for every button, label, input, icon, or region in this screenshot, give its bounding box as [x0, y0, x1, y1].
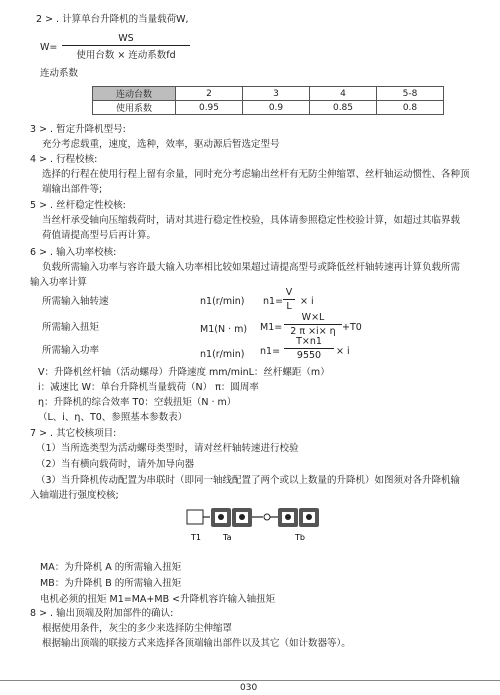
power-formula-denominator: 9550 [296, 350, 322, 361]
section-6-line-1: 负载所需输入功率与容许最大输入功率相比较如果超过请提高型号或降低丝杆轴转速再计算负载所需 [42, 262, 461, 273]
table-header-cell: 使用系数 [93, 101, 176, 115]
page-number: 030 [240, 683, 258, 693]
table-cell: 0.85 [310, 101, 377, 115]
coef-table [92, 86, 444, 115]
power-label: 所需输入功率 [42, 345, 100, 356]
variables-line-3: η：升降机的综合效率 T0：空载扭矩（N · m） [38, 397, 237, 408]
table-cell: 0.95 [176, 101, 243, 115]
footer-divider [0, 680, 500, 681]
section-8-line-1: 根据使用条件，灰尘的多少来选择防尘伸缩罩 [42, 623, 233, 634]
motor-torque-rule: 电机必须的扭矩 M1=MA+MB <升降机容许输入轴扭矩 [40, 594, 276, 605]
mb-definition: MB：为升降机 B 的所需输入扭矩 [40, 578, 182, 589]
variables-line-1: V：升降机丝杆轴（活动螺母）升降速度 mm/minL：丝杆螺距（m） [38, 367, 330, 378]
section-7-item-3a: （3）当升降机传动配置为串联时（即同一轴线配置了两个或以上数量的升降机）如图须对各升降机输 [36, 475, 461, 486]
table-cell: 3 [243, 87, 310, 101]
torque-formula-tail: +T0 [342, 322, 362, 333]
speed-formula-tail: × i [300, 296, 314, 307]
section-5-title: 5 > . 丝杆稳定性校核: [30, 200, 126, 211]
w-formula-lhs: W= [40, 42, 58, 53]
table-cell: 5-8 [377, 87, 444, 101]
torque-label: 所需输入扭矩 [42, 322, 100, 333]
section-4-title: 4 > . 行程校核: [30, 154, 98, 165]
section-6-title: 6 > . 输入功率校核: [30, 247, 117, 258]
speed-formula-lhs: n1= [263, 296, 284, 307]
section-7-item-2: （2）当有横向载荷时，请外加导向器 [36, 459, 195, 470]
ma-definition: MA：为升降机 A 的所需输入扭矩 [40, 562, 182, 573]
series-drive-diagram [185, 504, 335, 548]
w-formula-denominator: 使用台数 × 连动系数fd [76, 50, 176, 61]
table-header-cell: 连动台数 [93, 87, 176, 101]
section-5-line-2: 荷值请提高型号后再计算。 [42, 230, 157, 241]
coupling-icon [252, 514, 278, 520]
diagram-label-t1: T1 [191, 533, 201, 542]
w-formula-numerator: WS [118, 33, 134, 44]
section-4-line-2: 端输出部件等; [42, 184, 103, 195]
speed-formula-numerator: V [285, 287, 293, 298]
diagram-label-tb: Tb [295, 533, 305, 542]
torque-formula-denominator: 2 π ×i× η [290, 326, 336, 337]
section-8-title: 8 > . 输出顶端及附加部件的确认: [30, 608, 174, 619]
speed-formula-fraction [283, 287, 295, 312]
section-5-line-1: 当丝杆承受轴向压缩载荷时，请对其进行稳定性校验，具体请参照稳定性校验计算，如超过其临界载 [42, 215, 461, 226]
speed-unit: n1(r/min) [200, 296, 245, 307]
table-cell: 2 [176, 87, 243, 101]
diagram-label-ta: Ta [223, 533, 232, 542]
power-unit: n1(r/min) [200, 349, 245, 360]
motor-icon [187, 510, 210, 524]
section-6-line-2: 输入功率计算 [30, 277, 88, 288]
section-3-title: 3 > . 暂定升降机型号: [30, 124, 126, 135]
power-formula-fraction [284, 336, 334, 361]
table-cell: 0.9 [243, 101, 310, 115]
torque-formula-fraction [284, 312, 342, 337]
section-7-title: 7 > . 其它校核项目: [30, 428, 117, 439]
power-formula-numerator: T×n1 [296, 336, 322, 347]
coef-label: 连动系数 [40, 68, 79, 79]
table-row [93, 101, 444, 115]
variables-line-4: （L、i、η、T0、参照基本参数表） [38, 412, 188, 423]
speed-label: 所需输入轴转速 [42, 296, 109, 307]
table-cell: 4 [310, 87, 377, 101]
lift-b-icon [278, 508, 319, 527]
table-cell: 0.8 [377, 101, 444, 115]
section-4-line-1: 选择的行程在使用行程上留有余量，同时充分考虑输出丝杆有无防尘伸缩罩、丝杆轴运动惯性、各种顶 [42, 169, 470, 180]
section-8-line-2: 根据输出顶端的联接方式来选择各顶端输出部件以及其它（如计数器等）。 [42, 638, 351, 649]
table-row [93, 87, 444, 101]
lift-a-icon [211, 508, 252, 527]
torque-unit: M1(N · m) [200, 324, 248, 335]
section-7-item-1: （1）当所选类型为活动螺母类型时，请对丝杆轴转速进行校验 [36, 443, 299, 454]
section-7-item-3b: 入轴端进行强度校核; [30, 490, 119, 501]
section-2-title: 2 > . 计算单台升降机的当量载荷W, [36, 14, 189, 25]
variables-line-2: i：减速比 W：单台升降机当量载荷（N） π：圆周率 [38, 382, 259, 393]
speed-formula-denominator: L [286, 301, 292, 312]
section-3-body: 充分考虑载重，速度，选种，效率，驱动源后暂选定型号 [42, 139, 280, 150]
power-formula-lhs: n1= [260, 346, 281, 357]
power-formula-tail: × i [336, 346, 350, 357]
torque-formula-lhs: M1= [260, 322, 283, 333]
torque-formula-numerator: W×L [301, 312, 325, 323]
w-formula-fraction [62, 33, 190, 61]
